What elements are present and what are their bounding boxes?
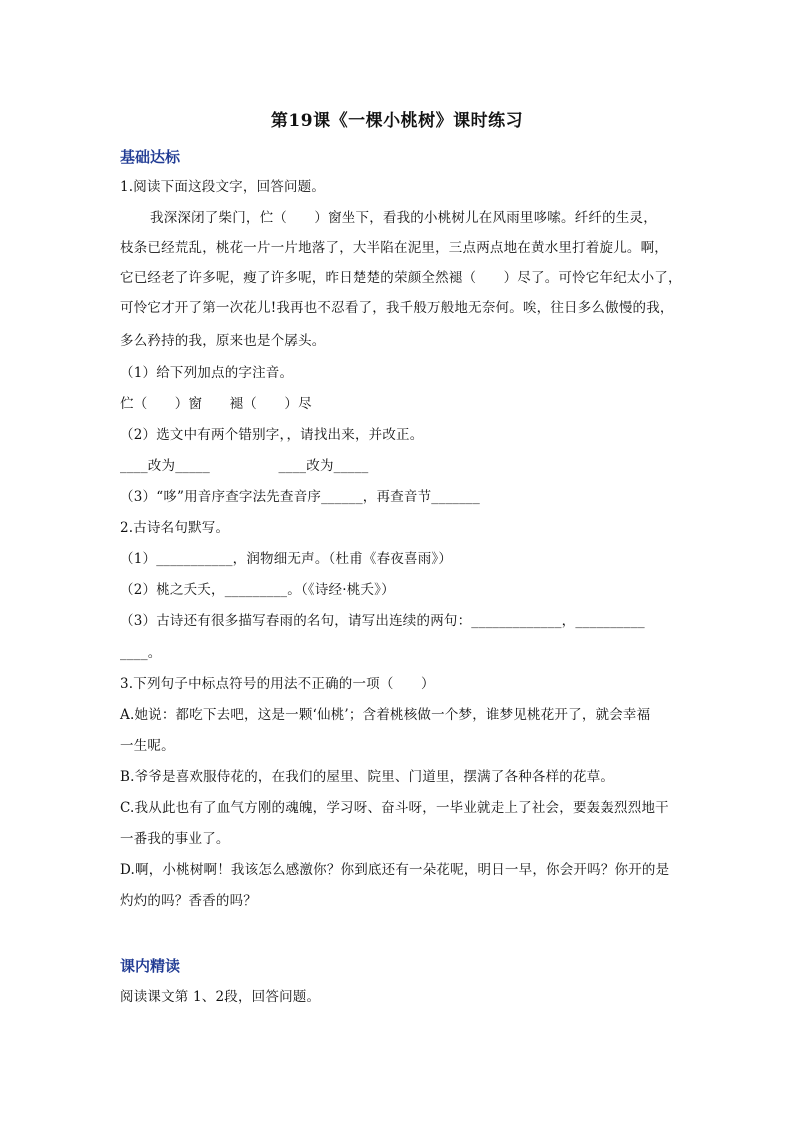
question-2-item-2: （2）桃之夭夭，_________。（《诗经·桃夭》） xyxy=(120,582,395,598)
option-b: B.爷爷是喜欢服侍花的，在我们的屋里、院里、门道里，摆满了各种各样的花草。 xyxy=(120,769,615,785)
passage-line: 多么矜持的我，原来也是个孱头。 xyxy=(120,333,326,349)
option-d-continued: 灼灼的吗？香香的吗？ xyxy=(120,893,257,909)
question-3-stem: 3.下列句子中标点符号的用法不正确的一项（ ） xyxy=(120,676,435,692)
section-heading-basic: 基础达标 xyxy=(120,148,181,166)
passage-line: 我深深闭了柴门，伫（ ）窗坐下，看我的小桃树儿在风雨里哆嗦。纤纤的生灵， xyxy=(150,210,657,226)
passage-line: 枝条已经荒乱，桃花一片一片地落了，大半陷在泥里，三点两点地在黄水里打着旋儿。啊， xyxy=(120,240,668,256)
question-1-sub-2: （2）选文中有两个错别字，，请找出来，并改正。 xyxy=(120,427,424,443)
question-1-sub-1: （1）给下列加点的字注音。 xyxy=(120,365,294,381)
page-title: 第19课《一棵小桃树》课时练习 xyxy=(270,111,524,131)
question-2-item-3: （3）古诗还有很多描写春雨的名句，请写出连续的两句：_____________，__________ xyxy=(120,613,645,629)
option-a-continued: 一生呢。 xyxy=(120,738,175,754)
option-a: A.她说：都吃下去吧，这是一颗‘仙桃’；含着桃核做一个梦，谁梦见桃花开了，就会幸福 xyxy=(120,707,651,723)
question-2-stem: 2.古诗名句默写。 xyxy=(120,520,230,536)
question-1-sub-2-answer: ____改为_____ ____改为_____ xyxy=(120,458,369,474)
option-c: C.我从此也有了血气方刚的魂魄，学习呀、奋斗呀，一毕业就走上了社会，要轰轰烈烈地干 xyxy=(120,800,669,816)
option-d: D.啊，小桃树啊！我该怎么感激你？你到底还有一朵花呢，明日一早，你会开吗？你开的是 xyxy=(120,862,670,878)
reading-intro: 阅读课文第 1、2段，回答问题。 xyxy=(120,989,321,1005)
question-1-sub-3: （3）“哆”用音序查字法先查音序______，再查音节_______ xyxy=(120,489,480,505)
question-1-sub-1-answer: 伫（ ）窗 褪（ ）尽 xyxy=(120,396,312,412)
passage-line: 它已经老了许多呢，瘦了许多呢，昨日楚楚的荣颜全然褪（ ）尽了。可怜它年纪太小了， xyxy=(120,270,682,286)
question-2-item-1: （1）___________，润物细无声。（杜甫《春夜喜雨》） xyxy=(120,551,453,567)
section-heading-reading: 课内精读 xyxy=(120,957,181,975)
option-c-continued: 一番我的事业了。 xyxy=(120,831,230,847)
question-2-item-3-continued: ____。 xyxy=(120,645,162,661)
passage-line: 可怜它才开了第一次花儿!我再也不忍看了，我千般万般地无奈何。唉，往日多么傲慢的我， xyxy=(120,300,674,316)
question-1-stem: 1.阅读下面这段文字，回答问题。 xyxy=(120,179,326,195)
